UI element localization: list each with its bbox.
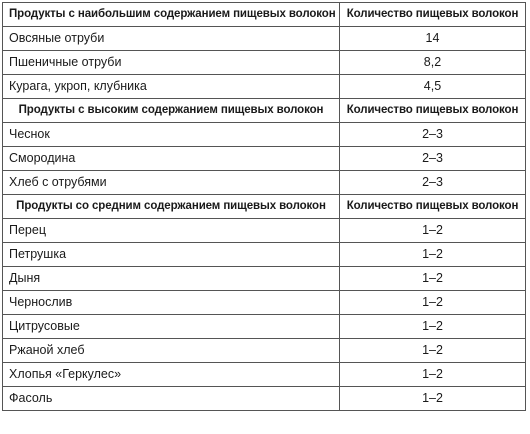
- fiber-amount: 4,5: [340, 75, 526, 99]
- fiber-amount: 1–2: [340, 291, 526, 315]
- table-row: [3, 147, 526, 171]
- fiber-amount: 1–2: [340, 339, 526, 363]
- fiber-amount: 2–3: [340, 171, 526, 195]
- product-name: Петрушка: [3, 243, 340, 267]
- product-name: Хлопья «Геркулес»: [3, 363, 340, 387]
- fiber-content-table: [2, 2, 526, 411]
- table-row: [3, 315, 526, 339]
- table-row: [3, 219, 526, 243]
- table-row: [3, 51, 526, 75]
- header-amount: Количество пищевых волокон: [340, 99, 526, 123]
- table-row: [3, 27, 526, 51]
- product-name: Ржаной хлеб: [3, 339, 340, 363]
- fiber-amount: 1–2: [340, 363, 526, 387]
- fiber-amount: 1–2: [340, 243, 526, 267]
- fiber-amount: 1–2: [340, 387, 526, 411]
- product-name: Смородина: [3, 147, 340, 171]
- table-row: [3, 291, 526, 315]
- section-header-medium: [3, 195, 526, 219]
- header-amount: Количество пищевых волокон: [340, 3, 526, 27]
- product-name: Цитрусовые: [3, 315, 340, 339]
- fiber-amount: 8,2: [340, 51, 526, 75]
- product-name: Курага, укроп, клубника: [3, 75, 340, 99]
- header-product: Продукты со средним содержанием пищевых волокон: [3, 195, 340, 219]
- header-product: Продукты с наибольшим содержанием пищевых волокон: [3, 3, 340, 27]
- product-name: Фасоль: [3, 387, 340, 411]
- table-row: [3, 243, 526, 267]
- product-name: Чеснок: [3, 123, 340, 147]
- fiber-amount: 2–3: [340, 147, 526, 171]
- product-name: Чернослив: [3, 291, 340, 315]
- table-row: [3, 267, 526, 291]
- section-header-high: [3, 99, 526, 123]
- table-row: [3, 123, 526, 147]
- table-row: [3, 339, 526, 363]
- product-name: Овсяные отруби: [3, 27, 340, 51]
- fiber-amount: 1–2: [340, 315, 526, 339]
- product-name: Дыня: [3, 267, 340, 291]
- fiber-amount: 2–3: [340, 123, 526, 147]
- product-name: Хлеб с отрубями: [3, 171, 340, 195]
- table-row: [3, 171, 526, 195]
- fiber-amount: 1–2: [340, 267, 526, 291]
- fiber-amount: 1–2: [340, 219, 526, 243]
- header-product: Продукты с высоким содержанием пищевых волокон: [3, 99, 340, 123]
- table-row: [3, 387, 526, 411]
- table-row: [3, 75, 526, 99]
- product-name: Перец: [3, 219, 340, 243]
- table-row: [3, 363, 526, 387]
- product-name: Пшеничные отруби: [3, 51, 340, 75]
- fiber-amount: 14: [340, 27, 526, 51]
- section-header-highest: [3, 3, 526, 27]
- header-amount: Количество пищевых волокон: [340, 195, 526, 219]
